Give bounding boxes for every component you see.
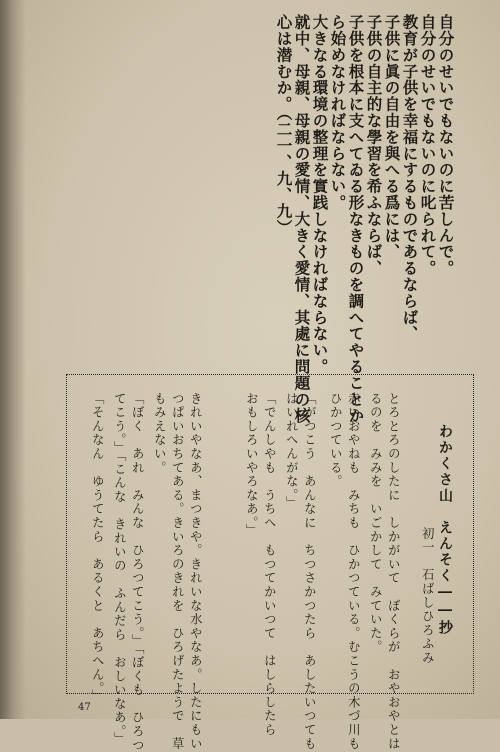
- essay-line: 就中、母親、母親の愛情、大きく愛情、其處に問題の核: [292, 14, 312, 424]
- essay-line: 心は潜むか。（二一、九、九）: [274, 14, 294, 236]
- poem-line: つぱいおちてある。きいろのきれを ひろげたようで 草: [170, 392, 185, 751]
- poem-line: 赤いおやねも みちも ひかつている。むこうの木づ川も: [346, 392, 361, 751]
- essay-line: 子供を根本に支へてゐる形なきものを調へてやることか: [346, 14, 366, 424]
- essay-line: ら始めなければならない。: [328, 14, 348, 211]
- poem-line: 「がつこう あんなに ちつさかつたら あしたいつても: [302, 392, 317, 751]
- poem-line: おもしろいやろなあ。」: [244, 392, 259, 538]
- poem-line: ひかつている。: [328, 392, 343, 489]
- poem-line: るのを みみを いごかして みていた。: [368, 392, 383, 655]
- poem-line: はいれへんがな。」: [284, 392, 299, 511]
- page-number: 47: [78, 702, 91, 713]
- poem-line: てこう。」「こんな きれいの ふんだら おしいなあ。」: [112, 392, 127, 747]
- page-gutter-shadow: [0, 0, 26, 719]
- essay-line: 教育が子供を幸福にするものであるならば、: [400, 14, 420, 342]
- poem-line: きれいやなあ、まつきや。きれいな水やなあ。したにもい: [188, 392, 203, 751]
- essay-line: 子供の自主的な學習を希ふならば、: [364, 14, 384, 277]
- poem-line: もみえない。: [152, 392, 167, 475]
- poem-title: わかくさ山 えんそく――抄: [437, 424, 453, 636]
- essay-line: 子供に眞の自由を與へる爲には、: [382, 14, 402, 260]
- poem-line: とろとろのしたに しかがいて ぼくらが おやおやとは: [386, 392, 401, 751]
- essay-line: 大きなる環境の整理を實践しなければならない。: [310, 14, 330, 375]
- poem-line: 「ぼく あれ みんな ひろつてこう。」「ぼくも ひろつ: [130, 392, 145, 752]
- essay-line: 自分のせいでもないのに叱られて。: [418, 14, 438, 277]
- poem-line: 「そんなん ゆうてたら あるくと あちへん。」: [90, 392, 105, 704]
- essay-line: 自分のせいでもないのに苦しんで。: [436, 14, 456, 277]
- poem-line: 「でんしやも うちへ もつてかいつて はしらしたら: [262, 392, 277, 737]
- poem-author: 初一 石ばしひろふみ: [420, 527, 435, 665]
